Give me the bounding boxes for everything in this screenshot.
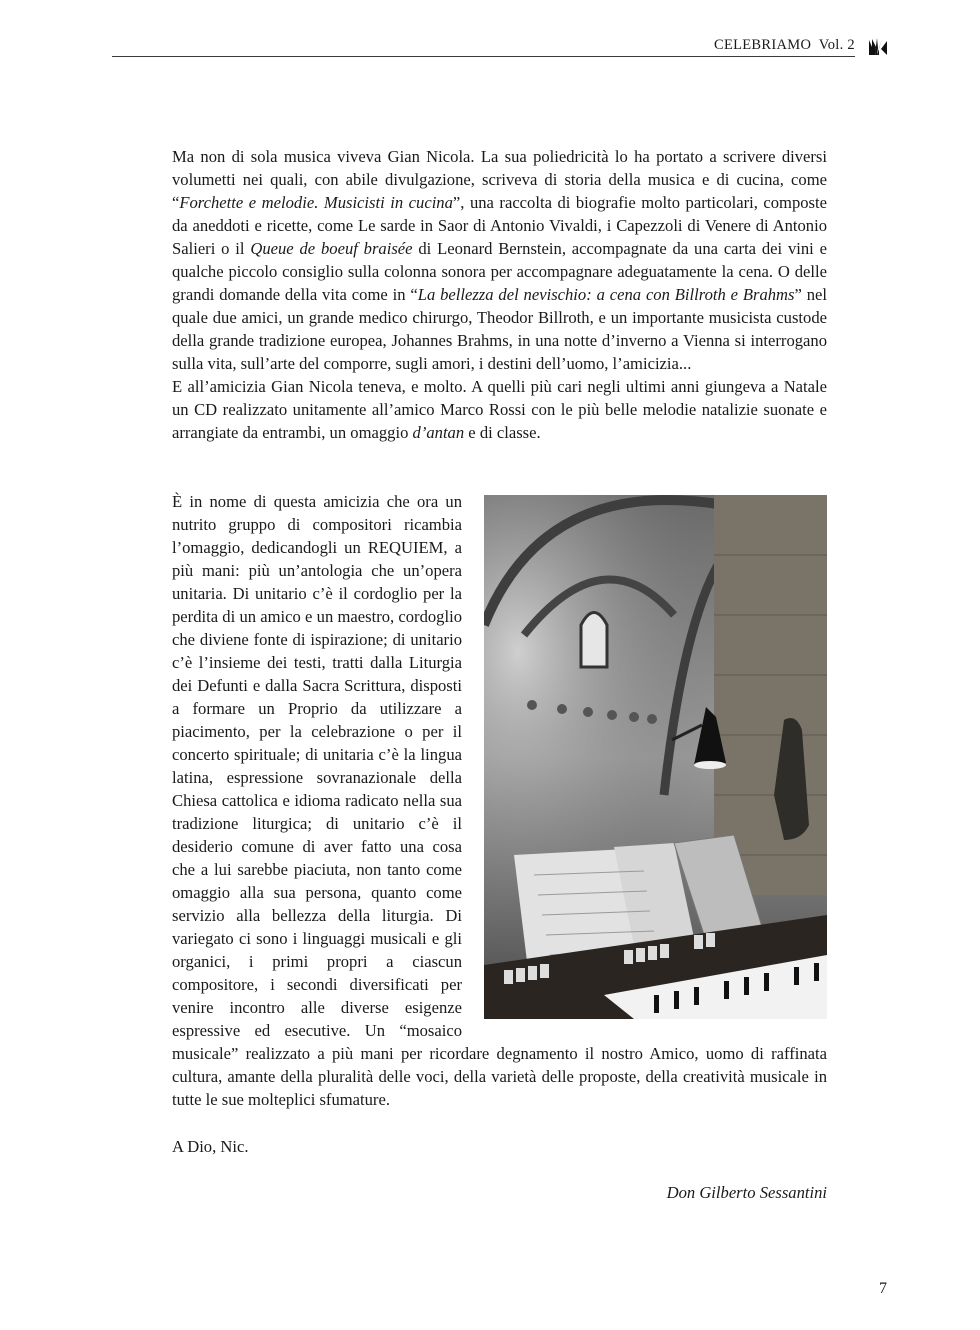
header-rule	[112, 56, 855, 57]
dish-title: Queue de boeuf braisée	[250, 239, 413, 258]
page-number: 7	[879, 1280, 887, 1297]
intro-paragraphs	[172, 145, 827, 444]
organ-photo	[484, 495, 827, 1019]
stylized-grass-book-logo-icon	[868, 38, 888, 55]
dantan-term: d’antan	[412, 423, 465, 442]
closing-line: A Dio, Nic.	[172, 1137, 249, 1156]
book-title-nevischio: La bellezza del nevischio: a cena con Billroth e Brahms	[417, 285, 795, 304]
requiem-paragraph: È in nome di questa amicizia che ora un nutrito gruppo di compositori ricambia l’omaggio, dedicandogli un REQUIEM, a più mani: più un’antologia che un’opera unitaria. Di unitario c’è il cordoglio per la perdita di un amico e un maestro, cordoglio che diviene fonte di ispirazione; di unitario c’è l’insieme dei testi, tratti dalla Liturgia dei Defunti e dalla Sacra Scrittura, disposti a formare un Proprio da utilizzare a piacimento, per la celebrazione o per il concerto spirituale; di unitaria c’è la lingua latina, espressione sovranazionale della Chiesa cattolica e idioma radicato nella sua tradizione liturgica; di unitario c’è il desiderio comune di aver fatto una cosa che a lui sarebbe piaciuta, non tanto come omaggio alla sua persona, quanto come servizio alla bellezza della liturgia. Di variegato ci sono i linguaggi musicali e gli organici, i primi propri a ciascun compositore, i secondi diversificati per venire incontro alle diverse esigenze espressive ed esecutive. Un “mosaico musicale” realizzato a più mani per ricordare degnamento il nostro Amico, uomo di raffinata cultura, amante della pluralità delle voci, della varietà delle proposte, della creatività musicale in tutte le sue molteplici sfumature.	[172, 492, 827, 1109]
publication-title: CELEBRIAMO Vol. 2	[713, 37, 855, 53]
organ-church-photo-illustration	[484, 495, 827, 1019]
requiem-section	[172, 490, 827, 1111]
paragraph-friendship: E all’amicizia Gian Nicola teneva, e molto. A quelli più cari negli ultimi anni giungeva a Natale un CD realizzato unitamente all’amico Marco Rossi con le più belle melodie natalizie suonate e arrangiate da entrambi, un omaggio d’antan e di classe.	[172, 377, 827, 442]
paragraph-books: Ma non di sola musica viveva Gian Nicola. La sua poliedricità lo ha portato a scrivere diversi volumetti nei quali, con abile divulgazione, scriveva di storia della musica e di cucina, come “Forchette e melodie. Musicisti in cucina”, una raccolta di biografie molto particolari, composte da aneddoti e ricette, come Le sarde in Saor di Antonio Vivaldi, i Capezzoli di Venere di Antonio Salieri o il Queue de boeuf braisée di Leonard Bernstein, accompagnate da una carta dei vini e qualche piccolo consiglio sulla colonna sonora per accompagnare adeguatamente la cena. O delle grandi domande della vita come in “La bellezza del nevischio: a cena con Billroth e Brahms” nel quale due amici, un grande medico chirurgo, Theodor Billroth, e un importante musicista custode della grande tradizione europea, Johannes Brahms, in una notte d’inverno a Vienna si interrogano sulla vita, sull’arte del comporre, sugli amori, i destini dell’uomo, l’amicizia...	[172, 147, 827, 373]
author-signature: Don Gilberto Sessantini	[666, 1183, 827, 1202]
running-header	[112, 34, 888, 58]
book-title-forchette: Forchette e melodie. Musicisti in cucina	[179, 193, 453, 212]
